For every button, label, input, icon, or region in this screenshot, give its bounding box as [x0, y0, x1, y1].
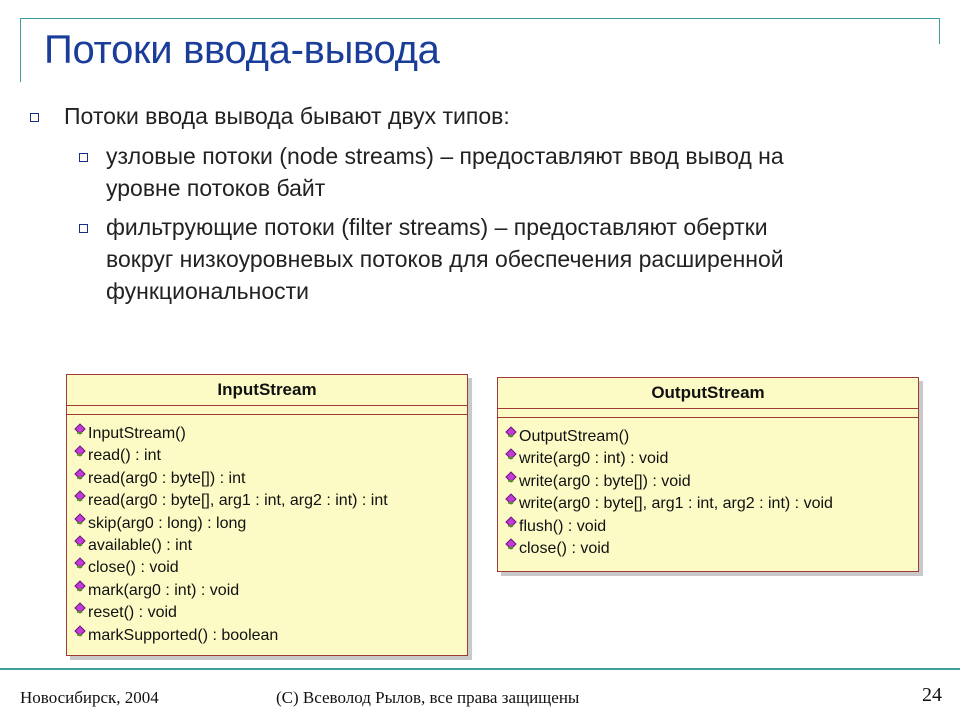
operation-icon — [74, 446, 85, 457]
operation: read(arg0 : byte[]) : int — [77, 468, 467, 490]
operation: read(arg0 : byte[], arg1 : int, arg2 : int) : int — [77, 490, 467, 512]
sub-bullet-filter-streams — [106, 211, 784, 307]
operation-icon — [74, 603, 85, 614]
operation-icon — [505, 538, 516, 549]
operation-icon — [74, 423, 85, 434]
sub-bullet-line: узловые потоки (node streams) – предоставляют ввод вывод на — [106, 143, 784, 169]
operation-icon — [505, 449, 516, 460]
sub-bullet-line: фильтрующие потоки (filter streams) – предоставляют обертки — [106, 214, 768, 240]
operation: close() : void — [77, 557, 467, 579]
operation-icon — [505, 471, 516, 482]
operation: close() : void — [508, 538, 918, 560]
sub-bullet-line: уровне потоков байт — [106, 175, 326, 201]
attributes-compartment — [67, 406, 467, 415]
operation-icon — [505, 494, 516, 505]
sub-bullet-square-icon — [79, 153, 88, 162]
operation: InputStream() — [77, 423, 467, 445]
frame-top-line — [20, 18, 940, 19]
operation: mark(arg0 : int) : void — [77, 580, 467, 602]
page-number: 24 — [922, 684, 942, 706]
operation-icon — [505, 516, 516, 527]
operation-icon — [74, 535, 85, 546]
operation-icon — [505, 426, 516, 437]
bullet-square-icon — [30, 113, 39, 122]
slide-title: Потоки ввода-вывода — [44, 28, 440, 72]
main-bullet — [64, 100, 510, 132]
operation: flush() : void — [508, 516, 918, 538]
outputstream-class-name: OutputStream — [498, 378, 918, 409]
outputstream-class-box — [497, 377, 919, 572]
operation: write(arg0 : byte[], arg1 : int, arg2 : int) : void — [508, 493, 918, 515]
operation: write(arg0 : int) : void — [508, 448, 918, 470]
outputstream-operations — [498, 418, 918, 564]
operation-icon — [74, 468, 85, 479]
operation-icon — [74, 513, 85, 524]
sub-bullet-line: вокруг низкоуровневых потоков для обеспечения расширенной — [106, 246, 784, 272]
main-bullet-text: Потоки ввода вывода бывают двух типов: — [64, 103, 510, 129]
operation-icon — [74, 625, 85, 636]
sub-bullet-square-icon — [79, 224, 88, 233]
operation: OutputStream() — [508, 426, 918, 448]
footer-location: Новосибирск, 2004 — [20, 688, 159, 707]
operation-icon — [74, 491, 85, 502]
footer-copyright: (С) Всеволод Рылов, все права защищены — [276, 688, 580, 707]
sub-bullet-line: функциональности — [106, 278, 310, 304]
inputstream-class-box — [66, 374, 468, 656]
footer-divider — [0, 668, 960, 670]
sub-bullet-node-streams — [106, 140, 784, 204]
operation: reset() : void — [77, 602, 467, 624]
operation: skip(arg0 : long) : long — [77, 513, 467, 535]
operation-icon — [74, 580, 85, 591]
operation: available() : int — [77, 535, 467, 557]
inputstream-class-name: InputStream — [67, 375, 467, 406]
frame-left-line — [20, 18, 21, 82]
operation: markSupported() : boolean — [77, 625, 467, 647]
frame-right-line — [939, 18, 940, 44]
operation: write(arg0 : byte[]) : void — [508, 471, 918, 493]
operation: read() : int — [77, 445, 467, 467]
operation-icon — [74, 558, 85, 569]
attributes-compartment — [498, 409, 918, 418]
inputstream-operations — [67, 415, 467, 651]
